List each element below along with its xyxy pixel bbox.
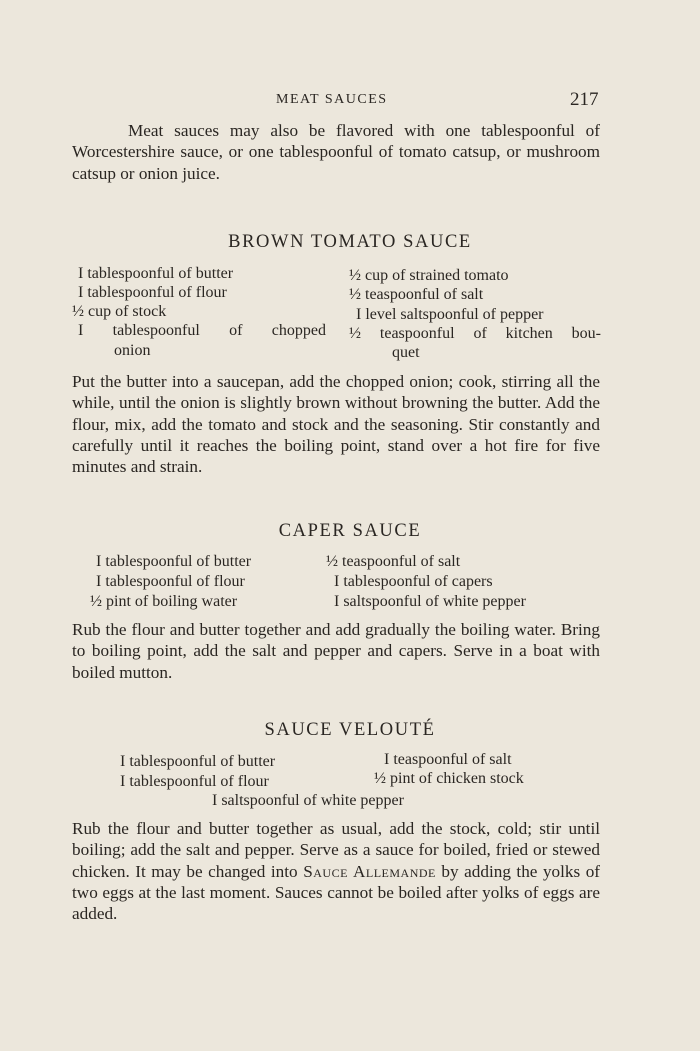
running-title: MEAT SAUCES: [276, 92, 388, 107]
veloute-ingredient-right-2: ½ pint of chicken stock: [374, 770, 524, 787]
caper-ingredient-right-3: I saltspoonful of white pepper: [334, 593, 526, 610]
ingredient-left-4: I tablespoonful of chopped: [78, 322, 326, 339]
ingredient-left-3: ½ cup of stock: [72, 303, 167, 320]
running-head: [0, 89, 700, 114]
veloute-method-part2: by adding the yolks of two eggs at the last moment. Sauces cannot be boiled after yolks of eggs are added.: [72, 861, 601, 924]
caper-ingredient-left-1: I tablespoonful of butter: [96, 553, 252, 570]
veloute-method: [72, 818, 600, 924]
ingredient-right-1: ½ cup of strained tomato: [349, 267, 509, 284]
heading-sauce-veloute: SAUCE VELOUTÉ: [264, 720, 436, 740]
caper-ingredient-right-2: I tablespoonful of capers: [334, 573, 493, 590]
veloute-ingredient-right-1: I teaspoonful of salt: [384, 751, 512, 768]
heading-caper-sauce: CAPER SAUCE: [278, 521, 422, 541]
veloute-ingredient-center: I saltspoonful of white pepper: [212, 792, 404, 809]
page-number: 217: [570, 89, 599, 110]
ingredient-right-4-cont: quet: [392, 344, 420, 361]
caper-ingredient-right-1: ½ teaspoonful of salt: [326, 553, 461, 570]
intro-paragraph: Meat sauces may also be flavored with one tablespoonful of Worcestershire sauce, or one tablespoonful of tomato catsup, or mushroom catsup or onion juice.: [72, 121, 600, 183]
sauce-allemande-smallcaps: Sauce Allemande: [303, 861, 436, 881]
brown-tomato-method: Put the butter into a saucepan, add the chopped onion; cook, stirring all the while, until the onion is slightly brown without browning the butter. Add the flour, mix, add the tomato and stock and the seasoning. Stir constantly and carefully until it reaches the boiling point, stand over a hot fire for five minutes and strain.: [72, 372, 600, 477]
ingredient-left-1: I tablespoonful of butter: [78, 265, 234, 282]
veloute-method-part1: Rub the flour and butter together as usual, add the stock, cold; stir until boiling; add the salt and pepper. Serve as a sauce for boiled, fried or stewed chicken. It may be changed into: [72, 819, 600, 881]
ingredient-right-2: ½ teaspoonful of salt: [349, 286, 484, 303]
caper-ingredient-left-2: I tablespoonful of flour: [96, 573, 245, 590]
veloute-ingredient-left-1: I tablespoonful of butter: [120, 753, 276, 770]
heading-brown-tomato-sauce: BROWN TOMATO SAUCE: [228, 232, 472, 252]
ingredient-right-4: ½ teaspoonful of kitchen bou-: [349, 325, 601, 342]
caper-method: Rub the flour and butter together and add gradually the boiling water. Bring to boiling point, add the salt and pepper and capers. Serve in a boat with boiled mutton.: [72, 620, 600, 682]
ingredient-right-3: I level saltspoonful of pepper: [356, 306, 544, 323]
ingredient-left-2: I tablespoonful of flour: [78, 284, 227, 301]
ingredient-left-4-cont: onion: [114, 342, 151, 359]
caper-ingredient-left-3: ½ pint of boiling water: [90, 593, 238, 610]
veloute-ingredient-left-2: I tablespoonful of flour: [120, 773, 269, 790]
